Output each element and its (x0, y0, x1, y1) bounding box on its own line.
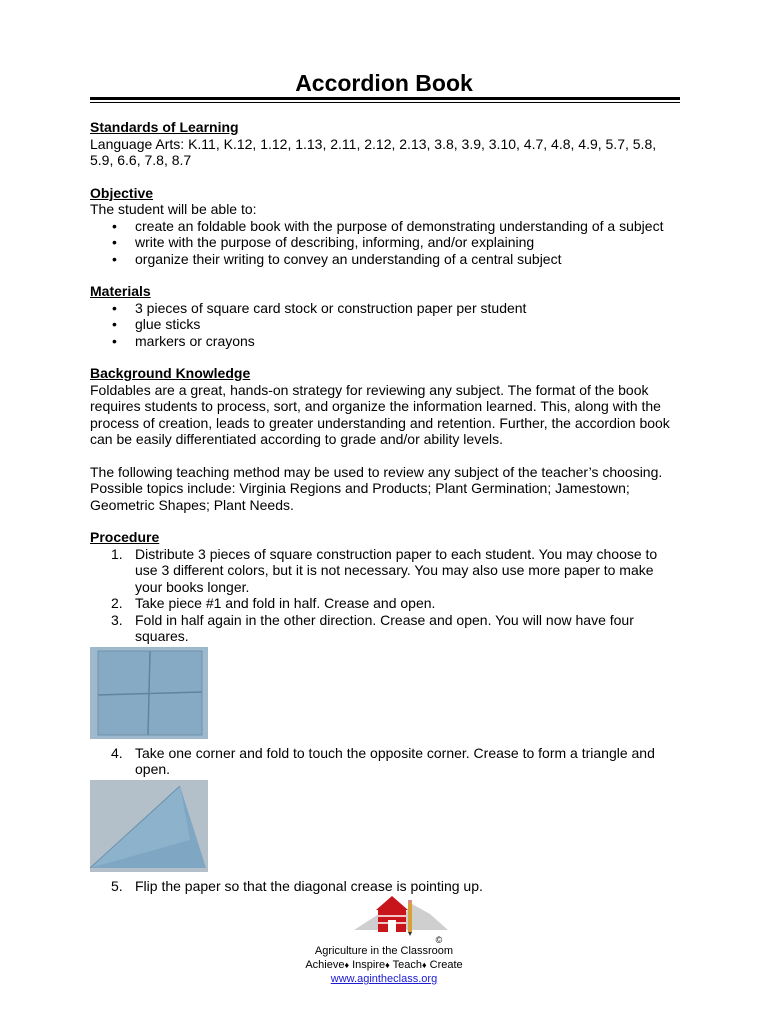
background-paragraph-1: Foldables are a great, hands-on strategy for reviewing any subject. The format of the book requires students to process, sort, and organize the information learned. This, along with the process of creation, leads to greater understanding and retention. Further, the accordion book can be easily differentiated according to grade and/or ability levels. (90, 381, 670, 447)
procedure-step (111, 611, 680, 645)
procedure-step (111, 595, 680, 612)
procedure-steps-continued (90, 745, 680, 778)
step-number: 2. (111, 595, 123, 611)
materials-list (90, 300, 680, 350)
background-heading: Background Knowledge (90, 365, 251, 381)
step-text: Take one corner and fold to touch the opposite corner. Crease to form a triangle and open. (135, 744, 655, 777)
step-number: 5. (111, 877, 123, 894)
footer-motto (0, 958, 768, 972)
folded-paper-triangle-image (90, 780, 208, 872)
barn-logo-icon (352, 890, 452, 936)
folded-paper-four-squares-image (90, 647, 208, 739)
document-body (90, 119, 680, 894)
website-link[interactable]: www.agintheclass.org (330, 973, 438, 985)
standards-text: Language Arts: K.11, K.12, 1.12, 1.13, 2.11, 2.12, 2.13, 3.8, 3.9, 3.10, 4.7, 4.8, 4.9, 5.7, 5.8, 5.9, 6.6, 7.8, 8.7 (90, 135, 657, 168)
background-section (90, 365, 680, 513)
procedure-section (90, 529, 680, 894)
materials-heading: Materials (90, 283, 151, 299)
footer-org-name: Agriculture in the Classroom (314, 945, 454, 957)
page-footer (0, 890, 768, 986)
procedure-step (111, 545, 680, 596)
motto-word: Teach (392, 959, 422, 971)
list-item: • organize their writing to convey an understanding of a central subject (135, 251, 680, 268)
standards-heading: Standards of Learning (90, 119, 239, 135)
objective-list (90, 218, 680, 268)
background-paragraph-2: The following teaching method may be used to review any subject of the teacher’s choosing. Possible topics include: Virginia Regions and Products; Plant Germination; Jamestown; Geometric Shapes; Plant Needs. (90, 463, 663, 513)
list-item: • glue sticks (135, 316, 680, 333)
list-item: • markers or crayons (135, 333, 680, 350)
step-text: Flip the paper so that the diagonal crease is pointing up. (135, 877, 483, 894)
copyright-symbol: © (435, 935, 443, 945)
ag-in-classroom-logo (352, 890, 452, 936)
step-text: Take piece #1 and fold in half. Crease and open. (135, 595, 436, 611)
standards-section (90, 119, 680, 169)
step-text: Distribute 3 pieces of square construction paper to each student. You may choose to use 3 different colors, but it is not necessary. You may also use more paper to make your books longer. (135, 545, 658, 595)
objective-heading: Objective (90, 184, 154, 201)
list-item: • create an foldable book with the purpose of demonstrating understanding of a subject (135, 218, 680, 235)
step-number: 3. (111, 611, 123, 628)
diamond-icon: ♦ (344, 960, 350, 970)
step-number: 4. (111, 744, 123, 761)
procedure-steps (90, 546, 680, 645)
objective-intro: The student will be able to: (90, 201, 257, 217)
objective-section (90, 185, 680, 268)
step-text: Fold in half again in the other direction. Crease and open. You will now have four squares. (135, 611, 634, 644)
list-item: • write with the purpose of describing, informing, and/or explaining (135, 234, 680, 251)
motto-word: Achieve (305, 959, 345, 971)
step-number: 1. (111, 545, 123, 562)
folded-paper-photo-four-squares (90, 647, 208, 739)
procedure-heading: Procedure (90, 529, 160, 545)
title-rule-thick (90, 97, 680, 100)
diamond-icon: ♦ (385, 960, 390, 970)
title-rule-thin (90, 102, 680, 103)
motto-word: Create (429, 959, 463, 971)
procedure-step (111, 744, 680, 778)
materials-section (90, 283, 680, 349)
page-title: Accordion Book (295, 70, 473, 96)
folded-paper-photo-triangle (90, 780, 208, 872)
diamond-icon: ♦ (421, 960, 427, 970)
motto-word: Inspire (352, 959, 386, 971)
list-item: • 3 pieces of square card stock or construction paper per student (135, 300, 680, 317)
